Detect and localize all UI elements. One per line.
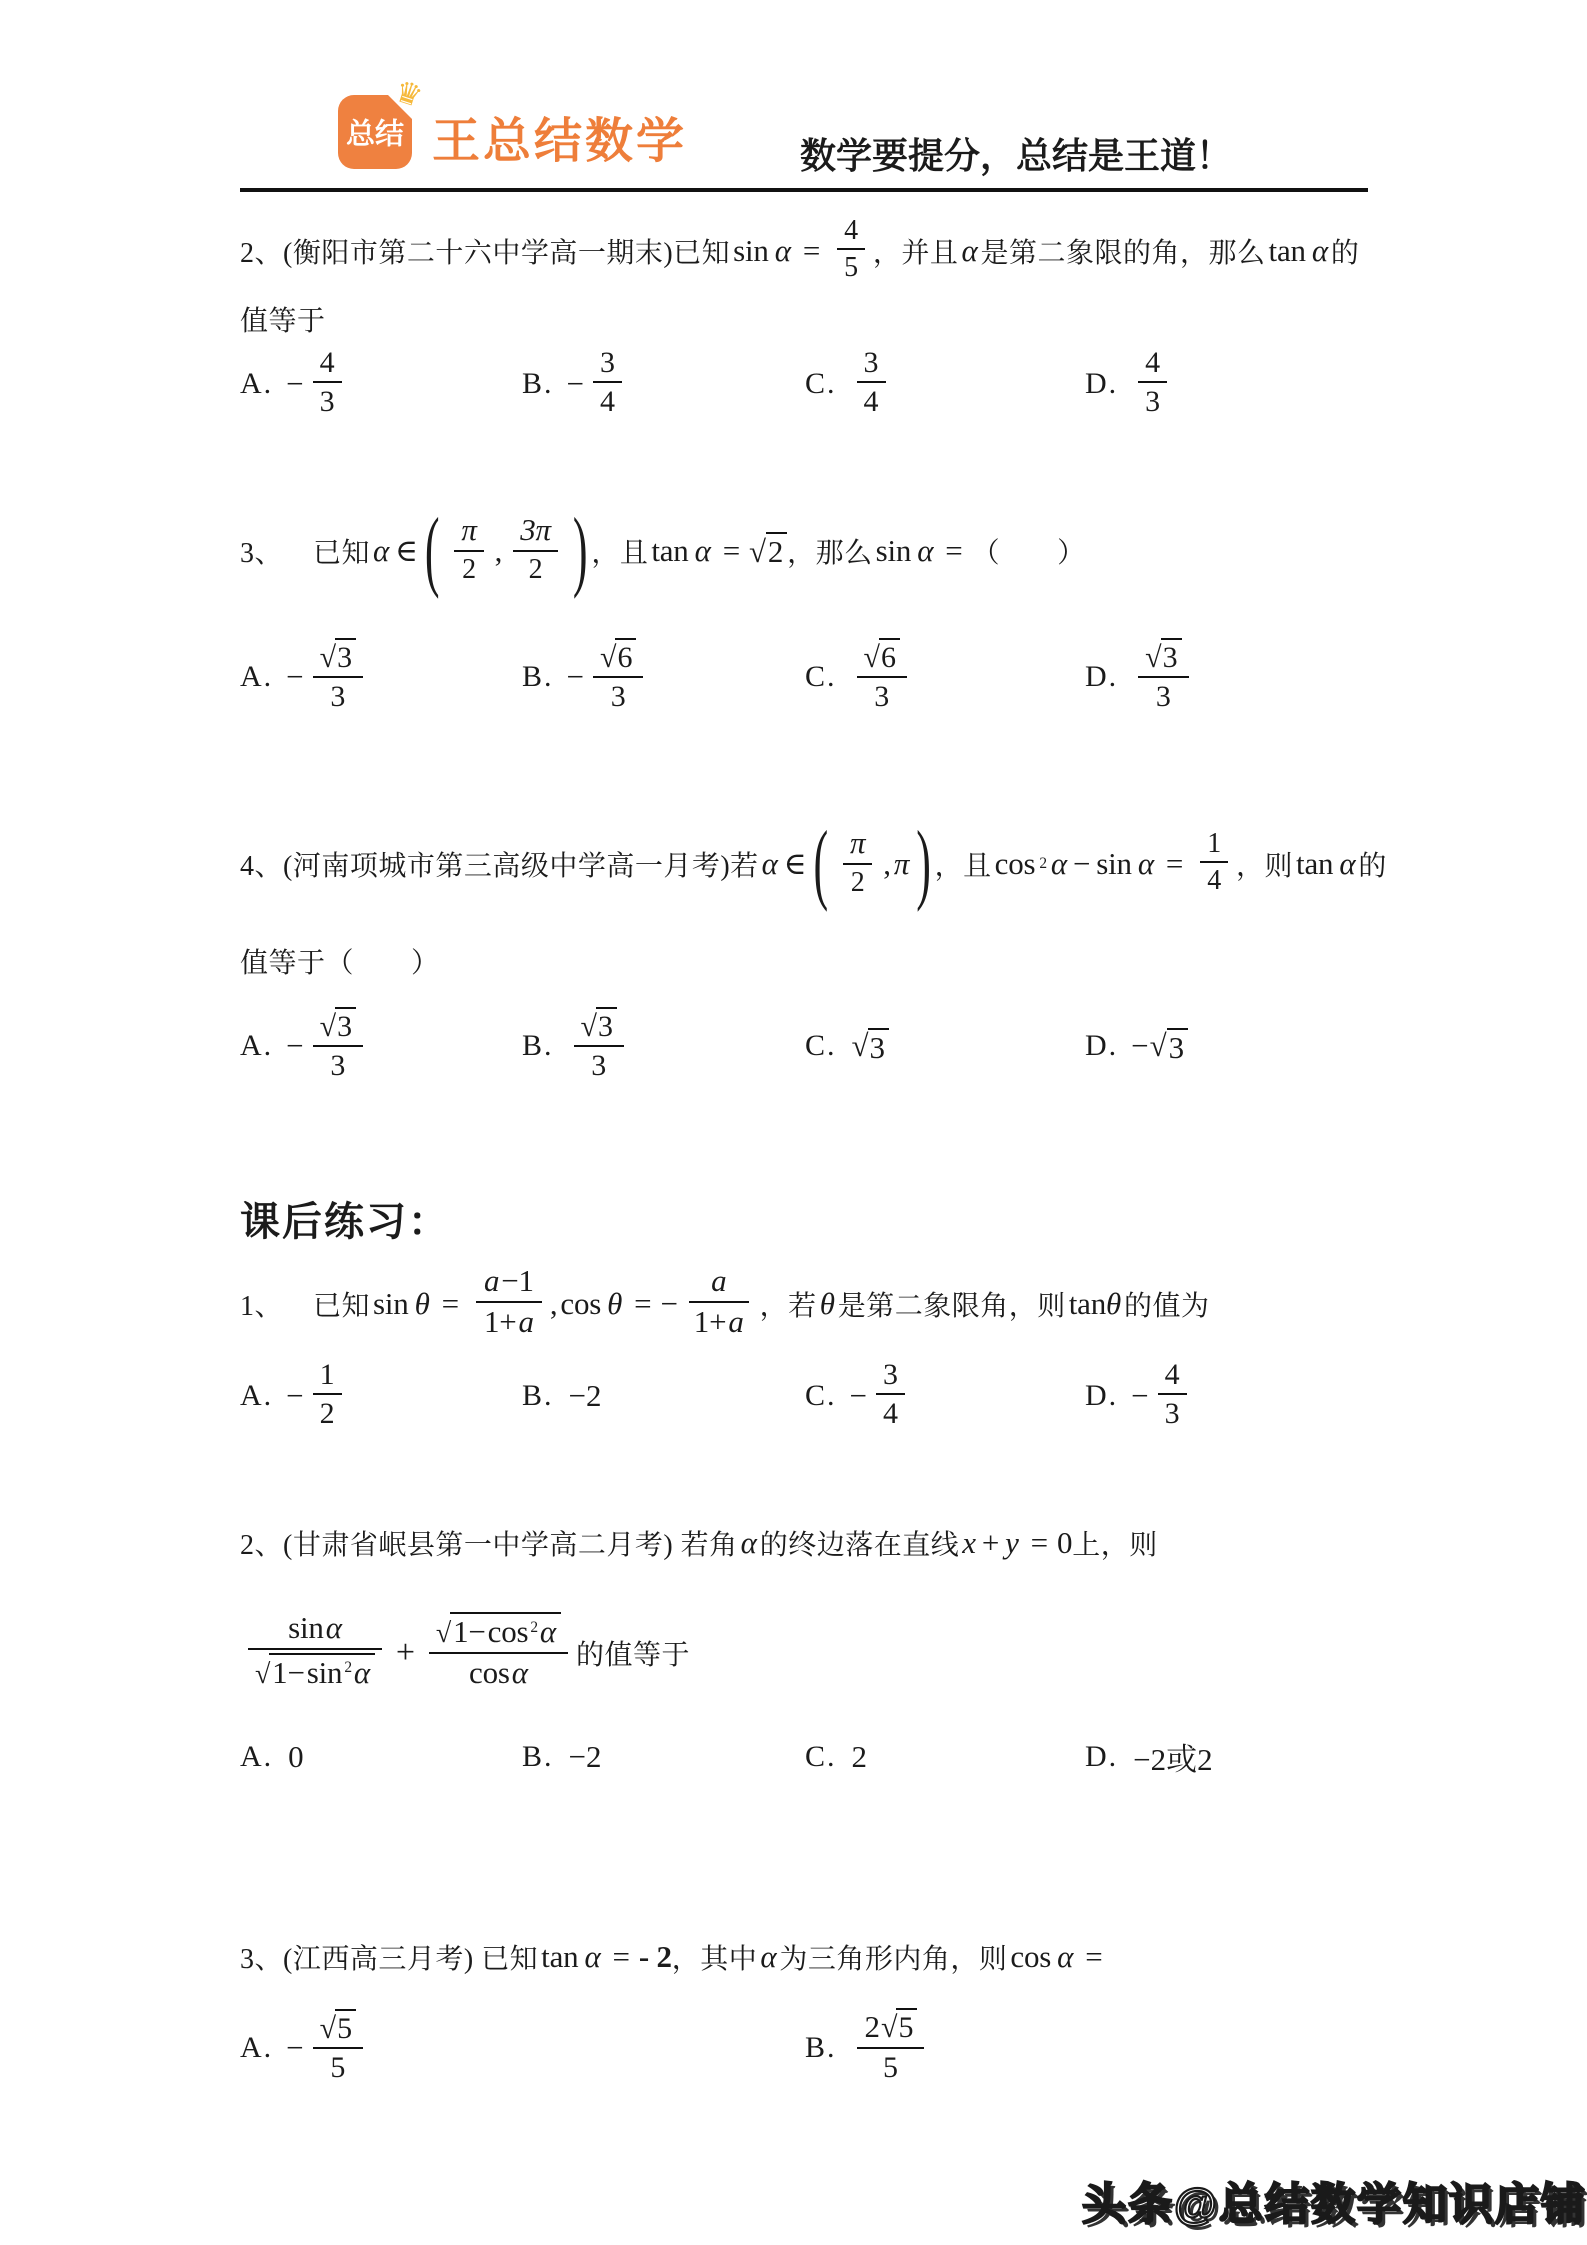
watermark: 头条@总结数学知识店铺 [1082, 2180, 1587, 2229]
option-c: C. 2 [805, 1738, 868, 1774]
question-3-line1: 3、 已知 α ∈ ( $\frac{\pi}{2}$ , $\frac{3\pi}{2}$ ) ，且 tan α = √2 ，那么 sin α = （ ） [240, 499, 1086, 601]
right-paren: ) [916, 812, 931, 914]
fraction-a-minus-1: $\frac{a-1}{1+a}$ [476, 1265, 542, 1338]
brand-title: 王总结数学 [432, 115, 688, 168]
practice-2-expression: $\frac{\sin\alpha}{√1-\sin ^2\alpha}$ + $\frac{√1-\cos ^2\alpha}{\cos\alpha}$ 的值等于 [240, 1590, 1440, 1716]
fraction-a: $\frac{a}{1+a}$ [686, 1265, 752, 1338]
option-b: B. − $\frac{3}{4}$ [522, 349, 805, 420]
fraction-4-5: $\frac{4}{5}$ [837, 216, 865, 283]
practice-3-line1: 3、(江西高三月考) 已知 tan α = - 2 ，其中 α 为三角形内角，则 cos α = [240, 1939, 1103, 1975]
crown-icon: ♛ [390, 73, 427, 116]
question-2-line1: 2、(衡阳市第二十六中学高一期末)已知 sin α = $\frac{4}{5}$ ，并且 α 是第二象限的角，那么 tan α 的 [240, 214, 1360, 283]
option-b: B. − $\frac{√6}{3}$ [522, 640, 805, 715]
option-b: B. −2 [522, 1378, 602, 1413]
fraction-sqrt-over-cos: $\frac{√1-\cos ^2\alpha}{\cos\alpha}$ [429, 1612, 568, 1689]
option-d: D. −2或2 [1085, 1739, 1213, 1777]
fraction-pi-2: $\frac{\pi}{2}$ [840, 827, 875, 897]
option-c: C. √ 3 [805, 1028, 1085, 1065]
option-d: D. − √ 3 [1085, 1028, 1440, 1065]
fraction-3pi-2: $\frac{3\pi}{2}$ [510, 514, 561, 584]
option-d: D. $\frac{√3}{3}$ [1085, 640, 1440, 715]
option-b: B. $\frac{√3}{3}$ [522, 1009, 805, 1084]
logo-badge-text: 总结 [345, 118, 404, 151]
option-b: B. −2 [522, 1738, 602, 1774]
answer-blank: （ ） [971, 538, 1086, 569]
option-a: A. 0 [240, 1738, 304, 1774]
fraction-1-4: $\frac{1}{4}$ [1200, 829, 1228, 896]
question-4-line1: 4、(河南项城市第三高级中学高一月考)若 α ∈ ( $\frac{\pi}{2}$ , π ) ，且 cos 2 α − sin α = $\frac{1}{4}$ ，则 tan α 的 [240, 812, 1387, 914]
practice-3-options [240, 1994, 1440, 2102]
left-paren: ( [424, 499, 440, 601]
option-d: D. $\frac{4}{3}$ [1085, 349, 1440, 420]
plus-sign: + [395, 1634, 415, 1671]
option-d: D. − $\frac{4}{3}$ [1085, 1361, 1440, 1432]
header-divider [240, 188, 1368, 192]
option-c: C. $\frac{3}{4}$ [805, 349, 1085, 420]
question-3-options [240, 626, 1440, 728]
question-2-text: 2、(衡阳市第二十六中学高一期末)已知 [240, 238, 731, 269]
question-2-line2: 值等于 [240, 306, 326, 337]
fraction-sin-over-sqrt: $\frac{\sin\alpha}{√1-\sin ^2\alpha}$ [248, 1612, 382, 1689]
option-a: A. − $\frac{√3}{3}$ [240, 640, 522, 715]
section-heading: 课后练习： [240, 1200, 450, 1244]
practice-1-options [240, 1348, 1440, 1444]
practice-2-options [240, 1734, 1440, 1778]
option-a: A. − $\frac{√3}{3}$ [240, 1009, 522, 1084]
option-a: A. − $\frac{1}{2}$ [240, 1361, 522, 1432]
brand-logo [338, 73, 427, 169]
practice-2-line1: 2、(甘肃省岷县第一中学高二月考) 若角 α 的终边落在直线 x + y = 0 上，则 [240, 1525, 1158, 1561]
option-c: C. − $\frac{3}{4}$ [805, 1361, 1085, 1432]
practice-1-line1: 1、 已知 sin θ = $\frac{a-1}{1+a}$ , cos θ = − $\frac{a}{1+a}$ ，若 θ 是第二象限角，则 tan θ 的值为 [240, 1263, 1210, 1339]
question-4-options [240, 998, 1440, 1094]
left-paren: ( [813, 812, 828, 914]
option-b: B. $\frac{2√5}{5}$ [805, 2010, 1440, 2085]
sqrt-2: √2 [749, 532, 787, 570]
question-2-options [240, 336, 1440, 432]
right-paren: ) [572, 499, 588, 601]
question-4-line2: 值等于（ ） [240, 948, 440, 979]
fraction-pi-2: $\frac{\pi}{2}$ [451, 514, 486, 584]
brand-tagline: 数学要提分，总结是王道！ [800, 136, 1233, 176]
option-a: A. − $\frac{4}{3}$ [240, 349, 522, 420]
option-a: A. − $\frac{√5}{5}$ [240, 2011, 805, 2086]
option-c: C. $\frac{√6}{3}$ [805, 640, 1085, 715]
